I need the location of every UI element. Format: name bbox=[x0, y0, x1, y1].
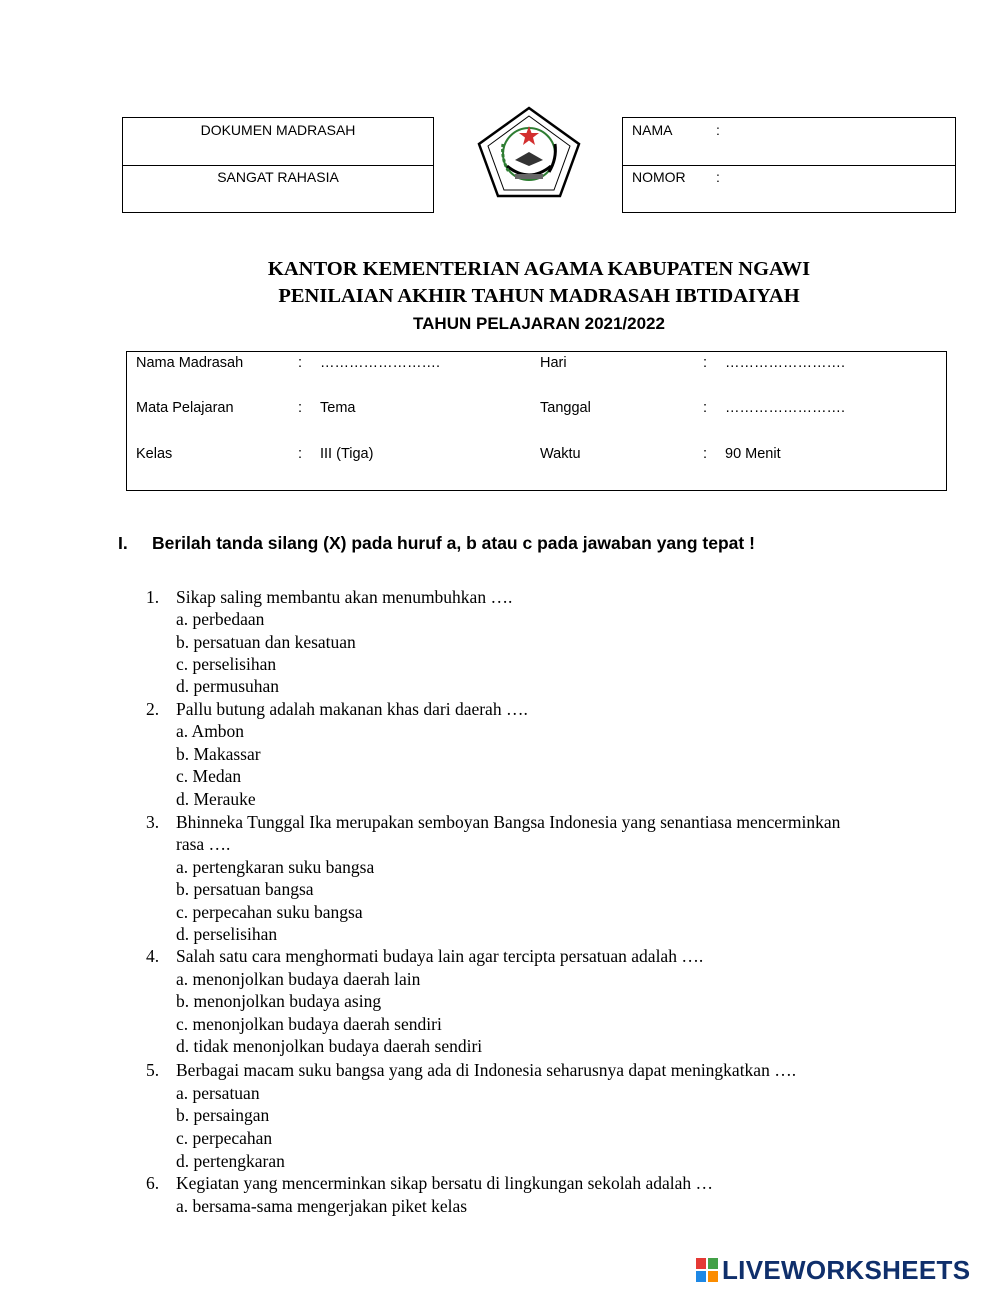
document-classification-box bbox=[122, 117, 434, 213]
question-number: 2. bbox=[146, 699, 160, 719]
class-value: III (Tiga) bbox=[320, 446, 374, 462]
secrecy-label-row bbox=[123, 165, 433, 212]
section-instruction: Berilah tanda silang (X) pada huruf a, b atau c pada jawaban yang tepat ! bbox=[152, 533, 755, 553]
question-number: 6. bbox=[146, 1173, 160, 1193]
name-label: NAMA bbox=[632, 122, 673, 138]
school-name-label: Nama Madrasah bbox=[136, 355, 244, 371]
date-value: ……………………. bbox=[725, 400, 846, 416]
answer-option[interactable]: a. Ambon bbox=[176, 721, 245, 741]
answer-option[interactable]: c. perpecahan suku bangsa bbox=[176, 902, 363, 922]
info-colon: : bbox=[703, 400, 708, 416]
live-logo-icon bbox=[696, 1258, 718, 1282]
answer-option[interactable]: c. perpecahan bbox=[176, 1128, 273, 1148]
document-label: DOKUMEN MADRASAH bbox=[200, 122, 356, 138]
question-number: 1. bbox=[146, 587, 160, 607]
question-text-continued: rasa …. bbox=[176, 834, 231, 854]
day-label: Hari bbox=[540, 355, 567, 371]
answer-option[interactable]: b. persatuan bangsa bbox=[176, 879, 314, 899]
answer-option[interactable]: d. permusuhan bbox=[176, 676, 280, 696]
answer-option[interactable]: d. pertengkaran bbox=[176, 1151, 285, 1171]
question-number: 3. bbox=[146, 812, 160, 832]
answer-option[interactable]: b. Makassar bbox=[176, 744, 261, 764]
question-number: 5. bbox=[146, 1060, 160, 1080]
academic-year: TAHUN PELAJARAN 2021/2022 bbox=[413, 314, 665, 333]
answer-option[interactable]: c. perselisihan bbox=[176, 654, 277, 674]
exam-title: PENILAIAN AKHIR TAHUN MADRASAH IBTIDAIYAH bbox=[278, 285, 800, 307]
question-number: 4. bbox=[146, 946, 160, 966]
question-text: Salah satu cara menghormati budaya lain agar tercipta persatuan adalah …. bbox=[176, 946, 704, 966]
time-label: Waktu bbox=[540, 446, 581, 462]
subject-value: Tema bbox=[320, 400, 356, 416]
question-text: Bhinneka Tunggal Ika merupakan semboyan Bangsa Indonesia yang senantiasa mencerminkan bbox=[176, 812, 841, 832]
student-identity-box bbox=[622, 117, 956, 213]
question-text: Kegiatan yang mencerminkan sikap bersatu di lingkungan sekolah adalah … bbox=[176, 1173, 713, 1193]
liveworksheets-footer bbox=[696, 1255, 996, 1285]
section-number: I. bbox=[118, 533, 128, 553]
name-row bbox=[623, 118, 955, 166]
answer-option[interactable]: a. persatuan bbox=[176, 1083, 260, 1103]
number-row bbox=[623, 165, 955, 212]
answer-option[interactable]: b. persaingan bbox=[176, 1105, 270, 1125]
office-title: KANTOR KEMENTERIAN AGAMA KABUPATEN NGAWI bbox=[267, 258, 811, 280]
info-colon: : bbox=[298, 446, 303, 462]
question-text: Berbagai macam suku bangsa yang ada di Indonesia seharusnya dapat meningkatkan …. bbox=[176, 1060, 797, 1080]
answer-option[interactable]: a. bersama-sama mengerjakan piket kelas bbox=[176, 1196, 468, 1216]
class-label: Kelas bbox=[136, 446, 173, 462]
number-colon: : bbox=[716, 169, 720, 185]
school-name-value: ……………………. bbox=[320, 355, 441, 371]
answer-option[interactable]: a. pertengkaran suku bangsa bbox=[176, 857, 375, 877]
number-label: NOMOR bbox=[632, 169, 686, 185]
day-value: ……………………. bbox=[725, 355, 846, 371]
info-colon: : bbox=[298, 400, 303, 416]
info-colon: : bbox=[703, 446, 708, 462]
info-colon: : bbox=[703, 355, 708, 371]
answer-option[interactable]: d. perselisihan bbox=[176, 924, 278, 944]
answer-option[interactable]: d. tidak menonjolkan budaya daerah sendiri bbox=[176, 1036, 483, 1056]
secrecy-label: SANGAT RAHASIA bbox=[217, 169, 339, 185]
question-text: Pallu butung adalah makanan khas dari daerah …. bbox=[176, 699, 528, 719]
answer-option[interactable]: d. Merauke bbox=[176, 789, 256, 809]
document-label-row bbox=[123, 118, 433, 166]
time-value: 90 Menit bbox=[725, 446, 781, 462]
answer-option[interactable]: a. menonjolkan budaya daerah lain bbox=[176, 969, 421, 989]
answer-option[interactable]: b. menonjolkan budaya asing bbox=[176, 991, 382, 1011]
answer-option[interactable]: c. Medan bbox=[176, 766, 242, 786]
date-label: Tanggal bbox=[540, 400, 591, 416]
answer-option[interactable]: b. persatuan dan kesatuan bbox=[176, 632, 356, 652]
answer-option[interactable]: a. perbedaan bbox=[176, 609, 265, 629]
info-colon: : bbox=[298, 355, 303, 371]
question-text: Sikap saling membantu akan menumbuhkan …. bbox=[176, 587, 513, 607]
kemenag-logo-icon bbox=[475, 104, 583, 200]
liveworksheets-brand[interactable]: LIVEWORKSHEETS bbox=[722, 1255, 971, 1285]
exam-info-box bbox=[126, 351, 947, 491]
answer-option[interactable]: c. menonjolkan budaya daerah sendiri bbox=[176, 1014, 442, 1034]
subject-label: Mata Pelajaran bbox=[136, 400, 234, 416]
name-colon: : bbox=[716, 122, 720, 138]
